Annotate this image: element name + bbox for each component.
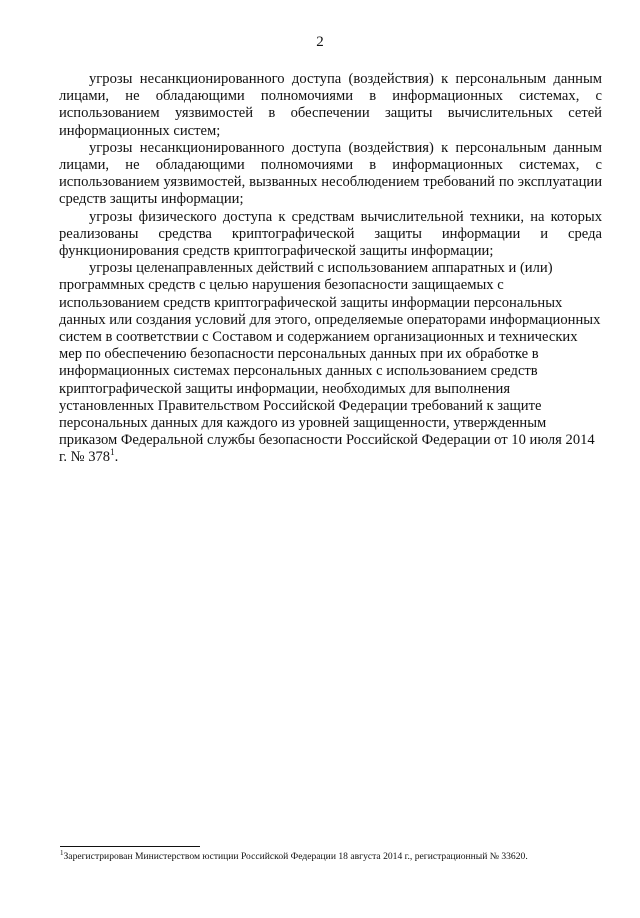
footnote <box>60 848 605 863</box>
footnote-reference: 1 <box>110 447 115 458</box>
footnote-mark: 1 <box>60 848 64 857</box>
footnote-separator <box>60 846 200 847</box>
paragraph-threat-targeted-actions <box>59 260 602 466</box>
document-body <box>59 71 602 467</box>
footnote-text: Зарегистрирован Министерством юстиции Российской Федерации 18 августа 2014 г., регистрационный № 33620. <box>63 851 528 862</box>
paragraph-threat-network-vulnerabilities: угрозы несанкционированного доступа (воздействия) к персональным данным лицами, не обладающими полномочиями в информационных системах, с использованием уязвимостей в обеспечении защиты вычислительных сетей информационных систем; <box>59 71 602 139</box>
paragraph-threat-physical-access: угрозы физического доступа к средствам вычислительной техники, на которых реализованы средства криптографической защиты информации и среда функционирования средств криптографической защиты информации; <box>59 208 602 260</box>
paragraph-threat-operation-violations: угрозы несанкционированного доступа (воздействия) к персональным данным лицами, не обладающими полномочиями в информационных системах, с использованием уязвимостей, вызванных несоблюдением требований по эксплуатации средств защиты информации; <box>59 139 602 208</box>
paragraph-text: угрозы целенаправленных действий с использованием аппаратных и (или) программных средств с целью нарушения безопасности защищаемых с использованием средств криптографической защиты информации персональных данных или создания условий для этого, определяемые операторами информационных систем в соответствии с Составом и содержанием организационных и технических мер по обеспечению безопасности персональных данных при их обработке в информационных системах персональных данных с использованием средств криптографической защиты информации, необходимых для выполнения установленных Правительством Российской Федерации требований к защите персональных данных для каждого из уровней защищенности, утвержденным приказом Федеральной службы безопасности Российской Федерации от 10 июля 2014 г. № 378 <box>59 260 601 466</box>
page-number: 2 <box>316 34 324 50</box>
paragraph-end-punctuation: . <box>114 449 119 466</box>
